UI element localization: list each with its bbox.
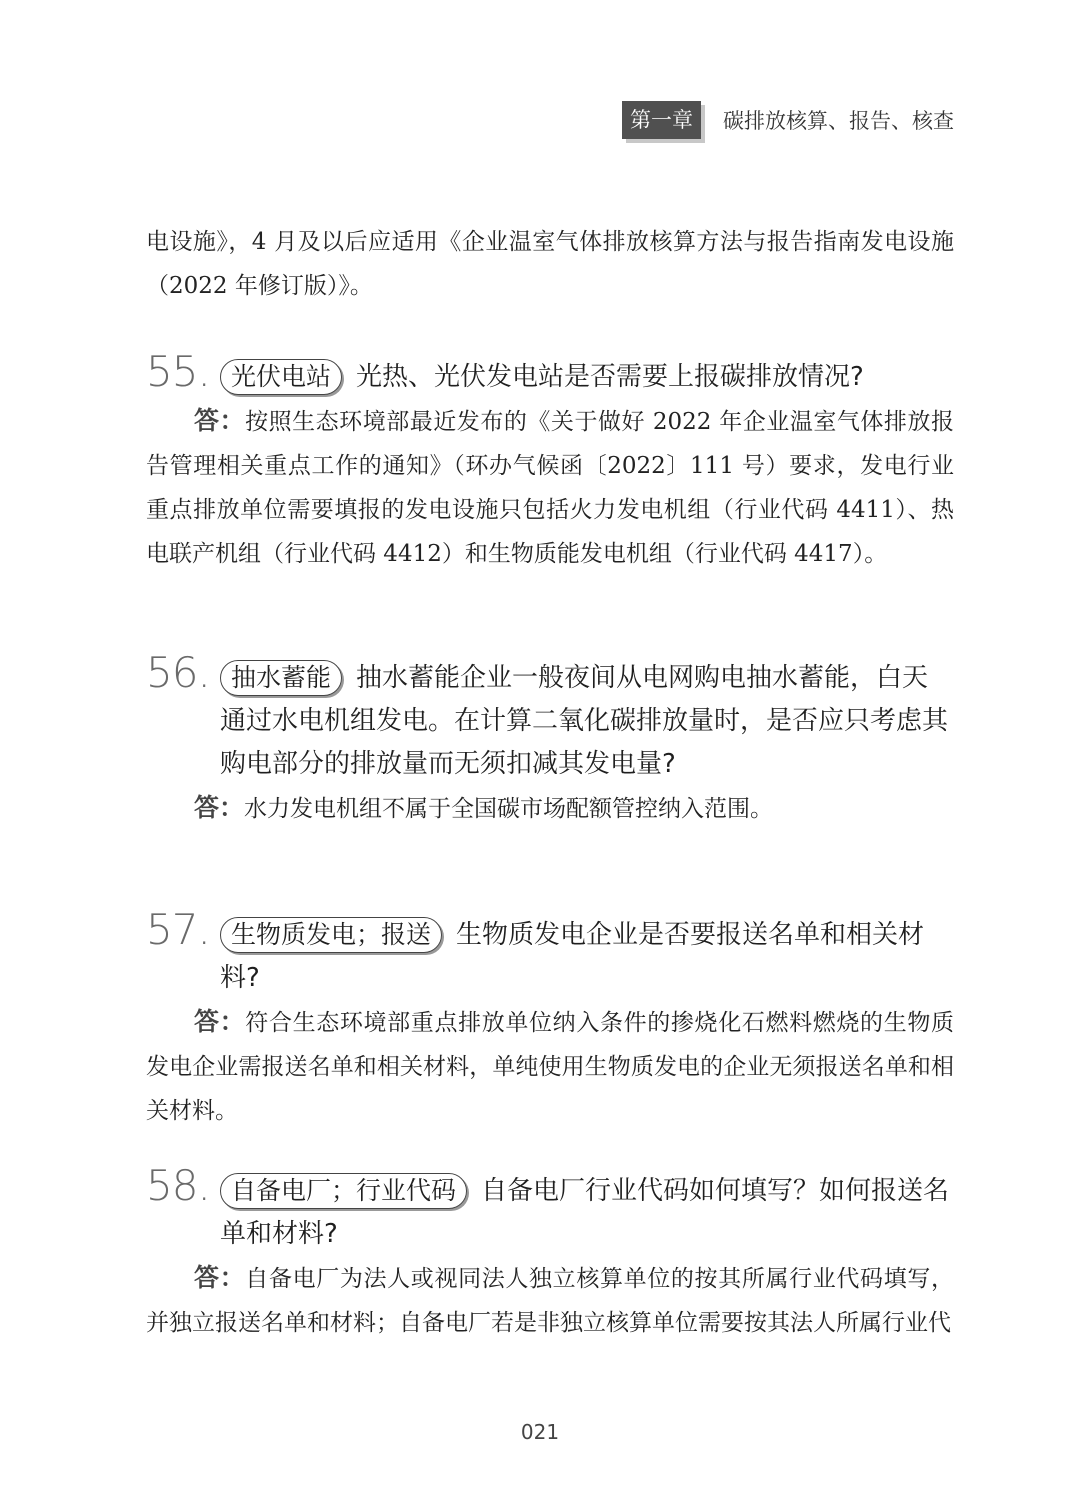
answer-56 [146,786,954,831]
answer-58 [146,1256,954,1345]
question-number: 57. [146,905,210,954]
question-tag: 自备电厂；行业代码 [220,1173,467,1209]
answer-55 [146,399,954,576]
question-number: 55. [146,347,210,396]
question-tag: 抽水蓄能 [220,660,342,696]
answer-label: 答： [194,1263,246,1292]
question-tag: 生物质发电；报送 [220,917,442,953]
question-tag: 光伏电站 [220,359,342,395]
qa-item-55 [146,347,954,576]
qa-item-57 [146,905,954,1133]
question-57 [146,905,954,1000]
answer-57 [146,1000,954,1133]
question-55 [146,347,954,399]
question-text: 抽水蓄能企业一般夜间从电网购电抽水蓄能，白天通过水电机组发电。在计算二氧化碳排放量时，是否应只考虑其购电部分的排放量而无须扣减其发电量? [220,663,949,779]
running-header [622,100,954,140]
question-56 [146,648,954,786]
answer-label: 答： [194,793,245,822]
answer-text: 按照生态环境部最近发布的《关于做好 2022 年企业温室气体排放报告管理相关重点工作的通知》（环办气候函〔2022〕111 号）要求，发电行业重点排放单位需要填报的发电设施只包括火力发电机组（行业代码 4411）、热电联产机组（行业代码 4412）和生物质能发电机组（行业代码 4417）。 [146,409,954,567]
answer-text: 自备电厂为法人或视同法人独立核算单位的按其所属行业代码填写，并独立报送名单和材料；自备电厂若是非独立核算单位需要按其法人所属行业代 [146,1266,954,1336]
chapter-title: 碳排放核算、报告、核查 [723,109,954,133]
answer-text: 水力发电机组不属于全国碳市场配额管控纳入范围。 [244,796,774,822]
qa-item-58 [146,1161,954,1345]
question-text: 光热、光伏发电站是否需要上报碳排放情况? [356,362,864,392]
answer-label: 答： [194,1007,246,1036]
question-number: 56. [146,648,210,697]
page-number: 021 [520,1420,560,1444]
intro-paragraph [146,220,954,308]
answer-text: 符合生态环境部重点排放单位纳入条件的掺烧化石燃料燃烧的生物质发电企业需报送名单和相关材料，单纯使用生物质发电的企业无须报送名单和相关材料。 [146,1010,954,1124]
question-text: 生物质发电企业是否要报送名单和相关材料? [220,920,925,993]
question-number: 58. [146,1161,210,1210]
intro-text: 电设施》，4 月及以后应适用《企业温室气体排放核算方法与报告指南发电设施（2022 年修订版）》。 [146,229,954,299]
question-text: 自备电厂行业代码如何填写？如何报送名单和材料? [220,1176,950,1249]
question-58 [146,1161,954,1256]
answer-label: 答： [194,406,246,435]
chapter-badge: 第一章 [622,101,701,139]
qa-item-56 [146,648,954,831]
